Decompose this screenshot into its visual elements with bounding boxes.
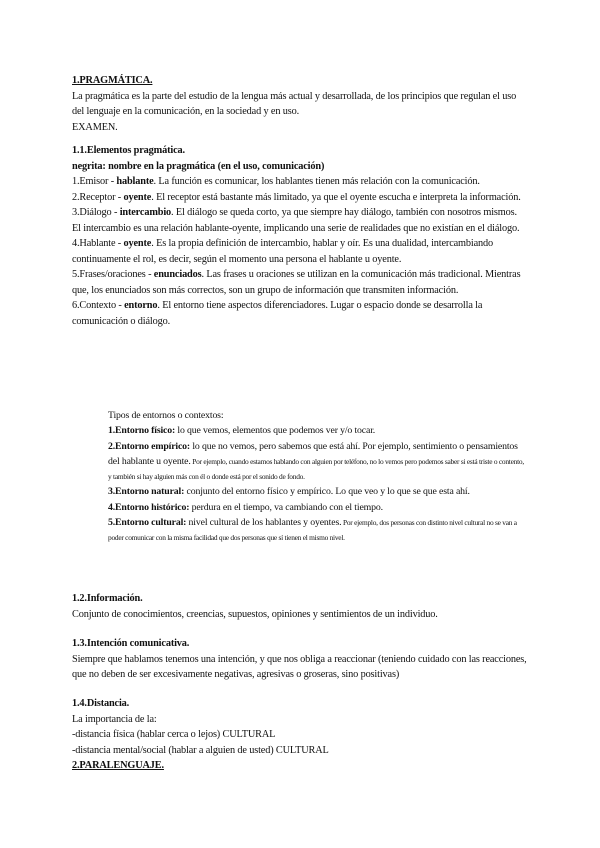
item-text: . El diálogo se queda corto, ya que siempre hay diálogo, también con nosotros mismos.	[171, 207, 517, 218]
list-item	[108, 500, 528, 515]
item-text: lo que vemos, elementos que podemos ver y/o tocar.	[175, 425, 376, 437]
item-text: . El receptor está bastante más limitado, ya que el oyente escucha e interpreta la información.	[151, 191, 521, 203]
list-item: -distancia física (hablar cerca o lejos) CULTURAL	[72, 729, 276, 740]
context-types-heading: Tipos de entornos o contextos:	[108, 410, 224, 421]
list-item	[72, 190, 527, 206]
item-prefix: 1.Emisor -	[72, 176, 117, 187]
item-term: oyente	[123, 191, 152, 203]
item-text: . El entorno tiene aspectos diferenciadores. Lugar o espacio donde se desarrolla la comunicación o diálogo.	[72, 300, 483, 327]
section-1-4	[72, 696, 527, 774]
list-item	[108, 423, 528, 438]
item-term: 2.Entorno empírico:	[108, 440, 191, 452]
section-2-title: 2.PARALENGUAJE.	[72, 760, 164, 771]
list-item	[72, 174, 527, 190]
section-1-3	[72, 636, 527, 683]
list-item	[72, 205, 527, 221]
list-item	[108, 439, 528, 485]
list-item	[72, 221, 527, 237]
item-term: hablante	[116, 176, 154, 187]
list-item	[108, 515, 528, 546]
list-item: -distancia mental/social (hablar a alguien de usted) CULTURAL	[72, 744, 329, 756]
list-item	[72, 236, 527, 267]
section-1-1-legend: negrita: nombre en la pragmática (en el uso, comunicación)	[72, 160, 325, 172]
item-prefix: 2.Receptor -	[72, 191, 124, 203]
section-1-note: EXAMEN.	[72, 121, 118, 133]
section-1-intro: La pragmática es la parte del estudio de la lengua más actual y desarrollada, de los principios que regulan el uso del lenguaje en la comunicación, en la sociedad y en uso.	[72, 90, 517, 117]
section-1-4-title: 1.4.Distancia.	[72, 698, 130, 709]
list-item	[108, 484, 528, 499]
item-text: perdura en el tiempo, va cambiando con el tiempo.	[189, 501, 383, 513]
list-item	[72, 267, 527, 298]
context-types	[108, 408, 528, 546]
item-example: Por ejemplo, cuando estamos hablando con alguien por teléfono, no lo vemos pero podemos saber si está triste o contento, y también si hay alguien más con él o donde está por el sonido de fondo.	[108, 456, 524, 482]
item-term: enunciados	[153, 269, 202, 280]
item-prefix: 6.Contexto -	[72, 300, 125, 311]
section-1	[72, 73, 527, 135]
item-term: 3.Entorno natural:	[108, 486, 185, 498]
item-prefix: 3.Diálogo -	[72, 207, 120, 218]
item-text: . Las frases u oraciones se utilizan en la comunicación más tradicional. Mientras que, los enunciados son más correctos, son un grupo de información que transmiten información.	[72, 269, 521, 296]
item-text: conjunto del entorno físico y empírico. Lo que veo y lo que se que esta ahí.	[184, 486, 470, 498]
section-1-title: 1.PRAGMÁTICA.	[72, 75, 153, 86]
list-item: La importancia de la:	[72, 713, 157, 725]
section-1-2-text: Conjunto de conocimientos, creencias, supuestos, opiniones y sentimientos de un individuo.	[72, 608, 438, 620]
item-text: . La función es comunicar, los hablantes tienen más relación con la comunicación.	[153, 176, 480, 187]
item-text: nivel cultural de los hablantes y oyentes.	[186, 517, 342, 529]
item-term: intercambio	[119, 207, 172, 218]
section-1-2	[72, 591, 527, 622]
item-text: . Es la propia definición de intercambio, hablar y oír. Es una dualidad, intercambiando continuamente el rol, es decir, según el momento una persona el hablante u oyente.	[72, 238, 494, 265]
section-1-1	[72, 143, 527, 329]
item-term: 5.Entorno cultural:	[108, 517, 187, 529]
item-prefix: 5.Frases/oraciones -	[72, 269, 154, 280]
list-item	[72, 298, 527, 329]
section-1-3-title: 1.3.Intención comunicativa.	[72, 638, 190, 649]
section-1-2-title: 1.2.Información.	[72, 593, 143, 604]
item-example: Por ejemplo, dos personas con distinto nivel cultural no se van a poder comunicar con la misma facilidad que dos personas que sí tienen el mismo nivel.	[108, 518, 517, 543]
item-text: El intercambio es una relación hablante-oyente, implicando una serie de realidades que no existían en el diálogo.	[72, 222, 520, 234]
section-1-1-title: 1.1.Elementos pragmática.	[72, 145, 185, 156]
item-prefix: 4.Hablante -	[72, 238, 124, 249]
item-term: entorno	[124, 300, 158, 311]
section-1-3-text: Siempre que hablamos tenemos una intención, y que nos obliga a reaccionar (teniendo cuidado con las reacciones, que no deben de ser excesivamente negativas, agresivas o groseras, sino positivas)	[72, 653, 527, 680]
item-text: lo que no vemos, pero sabemos que está ahí. Por ejemplo, sentimiento o pensamientos del hablante u oyente.	[108, 440, 518, 467]
item-term: 4.Entorno histórico:	[108, 501, 190, 513]
item-term: 1.Entorno físico:	[108, 425, 176, 437]
item-term: oyente	[123, 238, 152, 249]
